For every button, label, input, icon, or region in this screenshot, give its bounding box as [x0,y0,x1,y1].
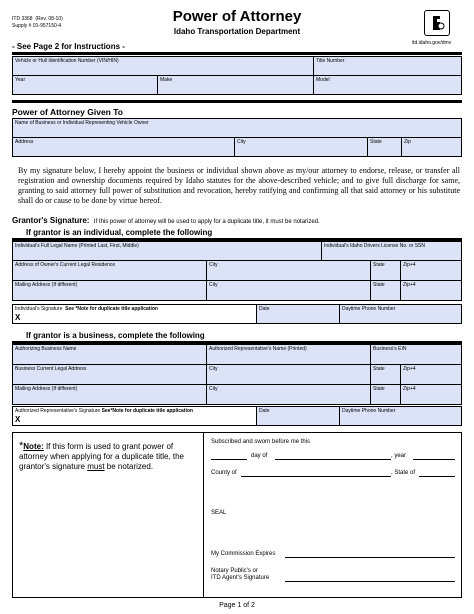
business-signature-x: X [15,415,21,424]
business-phone-field[interactable] [339,406,462,426]
business-zip-field[interactable] [400,364,462,385]
commission-label: My Commission Expires [211,551,276,557]
business-state2-field[interactable] [370,384,401,405]
business-name-field[interactable] [12,344,207,365]
grantor-note: If this power of attorney will be used to apply for a duplicate title, it must be notarized. [93,219,320,225]
given-to-heading: Power of Attorney Given To [12,107,123,117]
address-label: Address [15,139,34,145]
month-line[interactable] [275,459,391,460]
page-number: Page 1 of 2 [219,602,255,609]
model-label: Model [316,77,330,83]
given-to-city-field[interactable] [234,137,368,157]
page-title: Power of Attorney [172,8,302,25]
day-of-label: day of [251,453,268,459]
representative-name-field[interactable] [12,118,462,138]
state-of-label: , State of [391,470,416,476]
note-text-2: be notarized. [104,462,154,471]
business-zip2-label: Zip+4 [403,386,416,392]
form-revision: (Rev. 08-10) [35,16,63,22]
individual-date-label: Date [259,306,270,312]
individual-zip2-label: Zip+4 [403,282,416,288]
sworn-text: Subscribed and sworn before me this [211,439,311,445]
individual-mailing-label: Mailing Address (If different) [15,282,78,288]
note-star: * [19,440,24,452]
commission-line[interactable] [285,557,455,558]
note-word: Note: [23,442,44,451]
model-field[interactable] [313,75,462,95]
make-label: Make [160,77,173,83]
notary-block [205,433,461,597]
business-rep-label: Authorized Representative's Name (Printed) [209,346,307,352]
individual-heading: If grantor is an individual, complete the following [26,228,213,237]
individual-city2-label: City [209,282,218,288]
individual-signature-field[interactable] [12,304,257,324]
county-label: County of [211,470,237,476]
individual-zip-label: Zip+4 [403,262,416,268]
individual-city-label: City [209,262,218,268]
individual-address-field[interactable] [12,260,207,281]
individual-license-field[interactable] [321,241,462,261]
individual-address-label: Address of Owner's Current Legal Residence [15,262,116,268]
business-signature-label: Authorized Representative's Signature [15,408,101,414]
note-must: must [87,462,105,471]
business-state2-label: State [373,386,385,392]
individual-name-field[interactable] [12,241,322,261]
website-url: itd.idaho.gov/dmv [412,40,452,46]
given-to-state-field[interactable] [367,137,402,157]
supply-number: Supply # 01-957150-4 [12,23,62,29]
individual-state2-label: State [373,282,385,288]
itd-agent-label: ITD Agent's Signature [211,575,270,581]
representative-name-label: Name of Business or Individual Representing Vehicle Owner [15,120,149,126]
grantor-heading: Grantor's Signature: [12,216,90,225]
idaho-logo-icon [427,13,447,33]
business-mailing-field[interactable] [12,384,207,405]
business-signature-field[interactable] [12,406,257,426]
individual-signature-x: X [15,313,21,322]
business-city-field[interactable] [206,364,371,385]
business-city2-label: City [209,386,218,392]
divider [12,100,462,103]
business-address-field[interactable] [12,364,207,385]
zip-label: Zip [404,139,411,145]
vin-field[interactable] [12,56,314,76]
notary-public-label: Notary Public's or [211,568,258,574]
idaho-logo [424,10,450,36]
business-mailing-label: Mailing Address (If different) [15,386,78,392]
individual-date-field[interactable] [256,304,340,324]
business-ein-label: Business's EIN [373,346,407,352]
business-zip2-field[interactable] [400,384,462,405]
year-line[interactable] [413,459,455,460]
vin-label: Vehicle or Hull Identification Number (VIN/HIN) [15,58,119,64]
authorization-statement: By my signature below, I hereby appoint the business or individual shown above as my/our attorney to endorse, release, or transfer all registration and ownership documents required by Idaho statutes for the above-described vehicle; and to give full discharge for same, granting to said attorney full power of substitution and revocation, hereby ratifying and confirming all that said attorney or his substitute shall do or cause to be done by virtue hereof. [18,166,460,205]
form-number: ITD 3368 [12,16,33,22]
city-label: City [237,139,246,145]
note-box [13,433,204,597]
individual-phone-label: Daytime Phone Number [342,306,396,312]
business-zip-label: Zip+4 [403,366,416,372]
business-phone-label: Daytime Phone Number [342,408,396,414]
business-ein-field[interactable] [370,344,462,365]
business-heading: If grantor is a business, complete the following [26,331,205,340]
individual-state-field[interactable] [370,260,401,281]
individual-zip2-field[interactable] [400,280,462,301]
individual-mailing-field[interactable] [12,280,207,301]
business-state-label: State [373,366,385,372]
year-label: Year [15,77,26,83]
divider [12,52,462,55]
grantor-signature-heading [12,216,320,225]
state-label: State [370,139,382,145]
business-city-label: City [209,366,218,372]
state-line[interactable] [419,476,455,477]
make-field[interactable] [157,75,314,95]
title-number-field[interactable] [313,56,462,76]
individual-name-label: Individual's Full Legal Name (Printed Last, First, Middle) [15,243,139,249]
individual-state2-field[interactable] [370,280,401,301]
duplicate-title-note [19,441,199,472]
individual-signature-label: Individual's Signature [15,306,63,312]
note-text-1: If this form is used to grant power of attorney when applying for a duplicate title, the grantor's signature [19,442,184,471]
business-city2-field[interactable] [206,384,371,405]
individual-license-label: Individual's Idaho Drivers License No. or SSN [324,243,426,249]
business-signature-note: See*Note for duplicate title application [101,408,193,414]
year-field[interactable] [12,75,158,95]
title-number-label: Title Number [316,58,345,64]
individual-city-field[interactable] [206,260,371,281]
year-label: , year [391,453,407,459]
county-line[interactable] [241,476,391,477]
notary-signature-line[interactable] [285,581,455,582]
notary-section [12,432,462,598]
business-address-label: Business Current Legal Address [15,366,87,372]
individual-signature-note: See *Note for duplicate title application [65,306,158,312]
page-subtitle: Idaho Transportation Department [173,27,301,36]
business-date-label: Date [259,408,270,414]
individual-phone-field[interactable] [339,304,462,324]
individual-state-label: State [373,262,385,268]
individual-city2-field[interactable] [206,280,371,301]
seal-label: SEAL [211,510,227,516]
day-line[interactable] [211,459,247,460]
business-state-field[interactable] [370,364,401,385]
business-name-label: Authorizing Business Name [15,346,77,352]
given-to-zip-field[interactable] [401,137,462,157]
instructions-note: - See Page 2 for Instructions - [12,42,125,51]
business-rep-field[interactable] [206,344,371,365]
individual-zip-field[interactable] [400,260,462,281]
business-date-field[interactable] [256,406,340,426]
given-to-address-field[interactable] [12,137,235,157]
